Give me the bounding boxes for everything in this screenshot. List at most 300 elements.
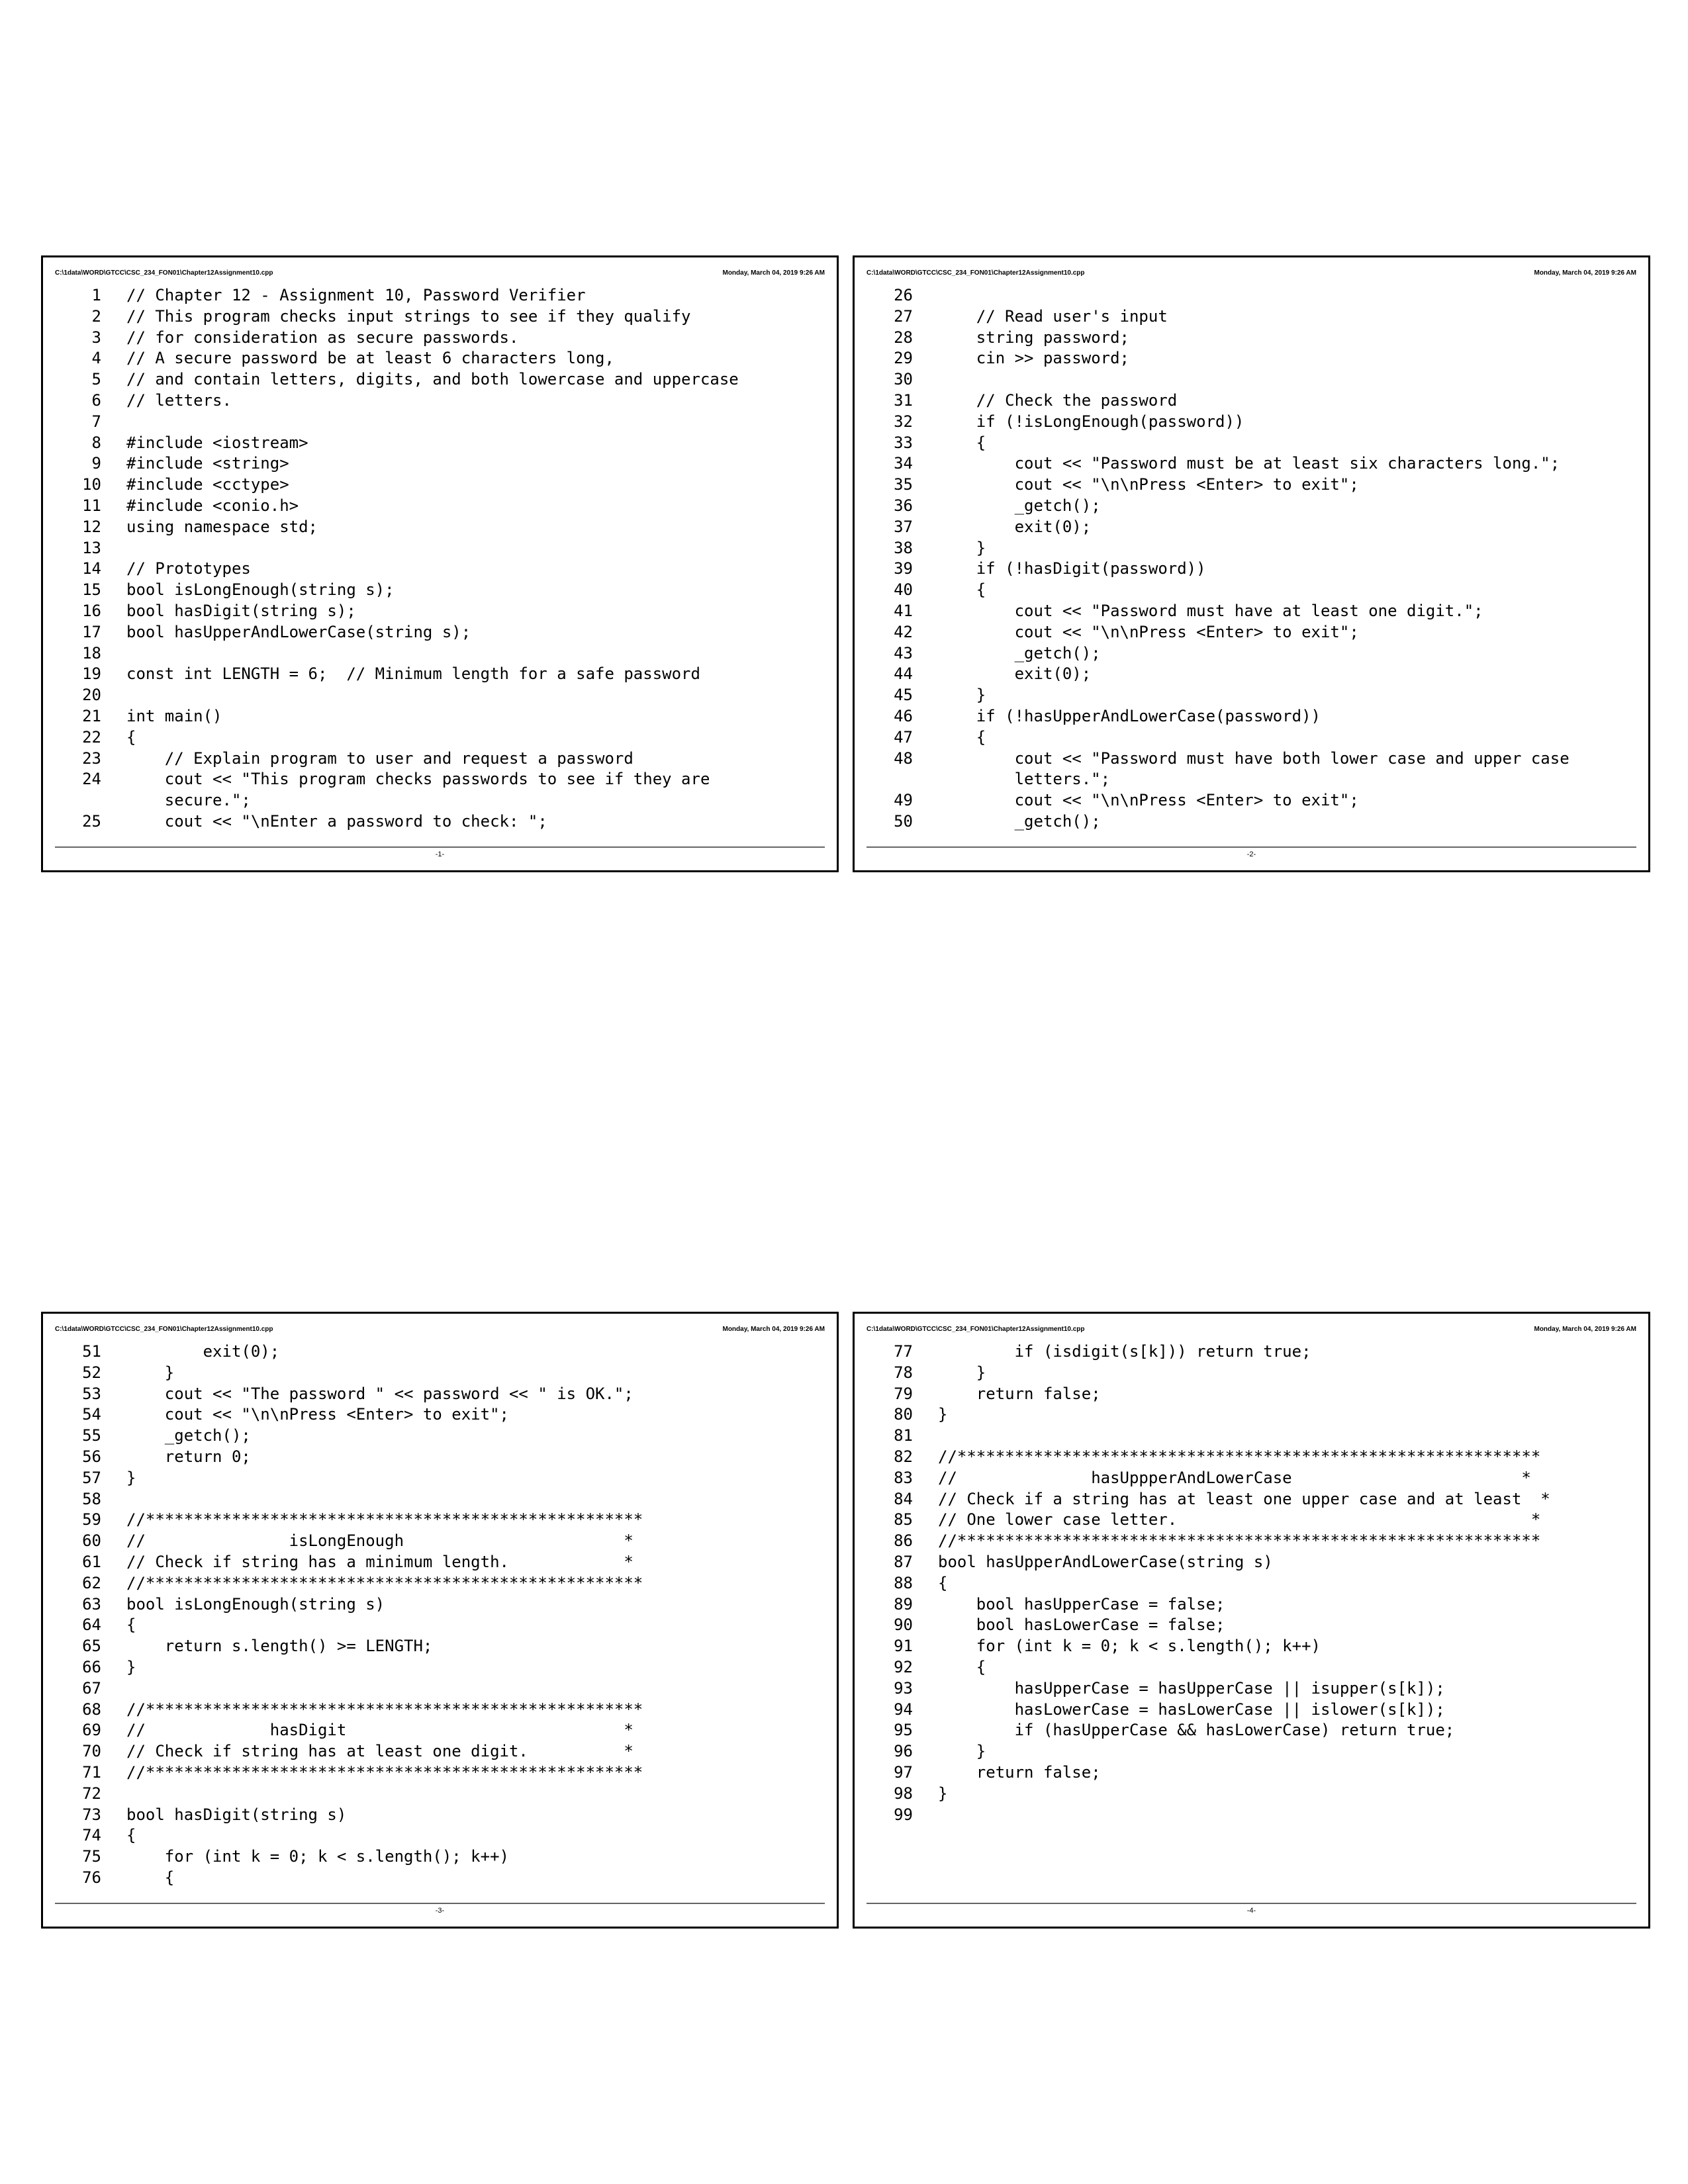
code-line — [867, 664, 1636, 685]
code-line — [55, 664, 825, 685]
page-header — [55, 1326, 825, 1336]
line-text: //**************************************************** — [126, 1700, 643, 1719]
line-text: { — [938, 1657, 986, 1676]
line-text — [126, 685, 825, 706]
code-line — [55, 1825, 825, 1846]
line-text: bool hasLowerCase = false; — [938, 1615, 1225, 1635]
line-text — [126, 538, 825, 559]
line-text: cout << "\n\nPress <Enter> to exit"; — [938, 791, 1359, 810]
line-text: for (int k = 0; k < s.length(); k++) — [126, 1847, 509, 1866]
code-line — [867, 580, 1636, 601]
code-line — [55, 643, 825, 664]
code-line — [867, 285, 1636, 306]
line-text: const int LENGTH = 6; // Minimum length for a safe password — [126, 664, 700, 684]
line-text: // for consideration as secure passwords. — [126, 328, 519, 347]
code-line — [867, 601, 1636, 622]
line-text: cout << "This program checks passwords to see if they are — [126, 770, 710, 789]
line-number — [867, 769, 938, 790]
page-2 — [853, 255, 1650, 872]
line-text — [126, 643, 825, 664]
page-number: -1- — [435, 850, 445, 858]
line-text: } — [938, 1742, 986, 1761]
code-line — [55, 1468, 825, 1489]
code-line — [55, 706, 825, 727]
line-text: //**************************************************** — [126, 1510, 643, 1529]
line-number: 35 — [894, 475, 913, 494]
line-number — [55, 790, 126, 811]
line-text: cout << "\n\nPress <Enter> to exit"; — [938, 622, 1359, 641]
line-text: #include <conio.h> — [126, 496, 299, 515]
code-line — [55, 412, 825, 433]
line-number: 11 — [82, 496, 101, 515]
line-number: 88 — [894, 1573, 913, 1592]
line-number: 49 — [894, 791, 913, 810]
code-line — [867, 1426, 1636, 1447]
code-line — [867, 1615, 1636, 1636]
line-number: 38 — [894, 538, 913, 557]
code-line — [55, 1552, 825, 1573]
line-text: cout << "The password " << password << " is OK."; — [126, 1384, 633, 1403]
code-line — [867, 1678, 1636, 1700]
line-text: cout << "\nEnter a password to check: "; — [126, 811, 547, 831]
page-header — [867, 1326, 1636, 1336]
code-line — [867, 685, 1636, 706]
line-number: 96 — [894, 1742, 913, 1761]
code-line — [867, 769, 1636, 790]
line-text: _getch(); — [938, 496, 1101, 515]
line-number: 36 — [894, 496, 913, 515]
line-text: // A secure password be at least 6 characters long, — [126, 349, 614, 368]
line-number: 85 — [894, 1510, 913, 1529]
line-number: 6 — [91, 390, 101, 410]
line-number: 82 — [894, 1447, 913, 1466]
code-line — [55, 1363, 825, 1384]
footer-rule — [867, 846, 1636, 848]
line-text — [938, 1426, 1636, 1447]
code-line — [55, 328, 825, 349]
line-text: #include <string> — [126, 454, 289, 473]
line-text: // Check the password — [938, 390, 1178, 410]
line-text: for (int k = 0; k < s.length(); k++) — [938, 1637, 1321, 1656]
footer-rule — [867, 1903, 1636, 1904]
line-text: if (hasUpperCase && hasLowerCase) return true; — [938, 1721, 1455, 1740]
line-number: 13 — [82, 538, 101, 557]
line-text: cin >> password; — [938, 349, 1129, 368]
line-number: 19 — [82, 664, 101, 684]
code-line — [867, 412, 1636, 433]
code-line — [867, 1762, 1636, 1784]
line-number: 91 — [894, 1637, 913, 1656]
code-line — [867, 1657, 1636, 1678]
code-line — [867, 1784, 1636, 1805]
code-line — [55, 453, 825, 475]
line-text: if (!hasDigit(password)) — [938, 559, 1206, 578]
line-number: 22 — [82, 727, 101, 747]
code-line — [867, 390, 1636, 412]
line-number: 70 — [82, 1742, 101, 1761]
line-number: 81 — [894, 1426, 913, 1445]
code-line — [867, 1573, 1636, 1594]
line-number: 78 — [894, 1363, 913, 1382]
print-date: Monday, March 04, 2019 9:26 AM — [1534, 1326, 1636, 1333]
code-line — [867, 1384, 1636, 1405]
line-number: 71 — [82, 1762, 101, 1782]
line-number: 51 — [82, 1342, 101, 1361]
page-1 — [41, 255, 839, 872]
line-number: 28 — [894, 328, 913, 347]
code-line — [55, 559, 825, 580]
code-line — [867, 1531, 1636, 1552]
line-number: 24 — [82, 770, 101, 789]
code-line — [55, 769, 825, 790]
line-number: 40 — [894, 580, 913, 600]
line-text: cout << "Password must have both lower case and upper case — [938, 749, 1570, 768]
line-text — [126, 412, 825, 433]
line-number: 48 — [894, 749, 913, 768]
line-number: 75 — [82, 1847, 101, 1866]
line-number: 32 — [894, 412, 913, 431]
line-number: 99 — [894, 1805, 913, 1824]
code-line — [55, 1636, 825, 1657]
code-line — [867, 1720, 1636, 1741]
line-text: } — [126, 1363, 175, 1382]
code-line — [55, 475, 825, 496]
line-text: } — [126, 1468, 136, 1487]
line-text: bool hasUpperCase = false; — [938, 1594, 1225, 1614]
line-text: bool isLongEnough(string s) — [126, 1594, 385, 1614]
code-line — [867, 622, 1636, 643]
line-number: 63 — [82, 1594, 101, 1614]
line-number: 34 — [894, 454, 913, 473]
line-number: 59 — [82, 1510, 101, 1529]
code-line — [55, 1784, 825, 1805]
code-line — [867, 453, 1636, 475]
line-number: 26 — [894, 286, 913, 304]
code-line — [867, 1552, 1636, 1573]
line-text: bool hasDigit(string s) — [126, 1805, 347, 1824]
code-line — [867, 1636, 1636, 1657]
file-path: C:\1data\WORD\GTCC\CSC_234_FON01\Chapter12Assignment10.cpp — [55, 1326, 273, 1333]
line-text: cout << "\n\nPress <Enter> to exit"; — [126, 1405, 509, 1424]
page-3 — [41, 1312, 839, 1929]
line-text — [938, 369, 1636, 390]
line-text: using namespace std; — [126, 517, 318, 536]
line-number: 92 — [894, 1657, 913, 1676]
line-text: #include <iostream> — [126, 433, 308, 452]
line-number: 50 — [894, 811, 913, 831]
line-number: 53 — [82, 1384, 101, 1403]
line-text: cout << "\n\nPress <Enter> to exit"; — [938, 475, 1359, 494]
code-line — [55, 1657, 825, 1678]
line-text: { — [938, 580, 986, 600]
line-text: { — [126, 727, 136, 747]
line-text: // One lower case letter. * — [938, 1510, 1541, 1529]
code-line — [867, 369, 1636, 390]
line-text: hasUpperCase = hasUpperCase || isupper(s[k]); — [938, 1678, 1445, 1698]
line-number: 94 — [894, 1700, 913, 1719]
code-line — [867, 559, 1636, 580]
line-number: 25 — [82, 811, 101, 831]
line-text — [126, 1678, 825, 1700]
code-line — [867, 1594, 1636, 1615]
code-line — [867, 1741, 1636, 1762]
print-date: Monday, March 04, 2019 9:26 AM — [1534, 269, 1636, 277]
line-number: 80 — [894, 1405, 913, 1424]
line-text: // Chapter 12 - Assignment 10, Password Verifier — [126, 286, 586, 304]
line-number: 57 — [82, 1468, 101, 1487]
line-number: 87 — [894, 1552, 913, 1571]
line-text: bool hasDigit(string s); — [126, 601, 356, 620]
file-path: C:\1data\WORD\GTCC\CSC_234_FON01\Chapter12Assignment10.cpp — [55, 269, 273, 277]
line-text: // Check if a string has at least one upper case and at least * — [938, 1489, 1550, 1508]
line-text: } — [938, 1405, 948, 1424]
line-text: { — [938, 433, 986, 452]
line-text: // letters. — [126, 390, 232, 410]
page-number: -4- — [1246, 1907, 1256, 1915]
code-line — [55, 1342, 825, 1363]
code-line — [55, 1720, 825, 1741]
page-header — [867, 269, 1636, 280]
line-text: // isLongEnough * — [126, 1531, 633, 1551]
line-number: 43 — [894, 643, 913, 662]
line-number: 33 — [894, 433, 913, 452]
line-number: 56 — [82, 1447, 101, 1466]
line-number: 1 — [91, 286, 101, 304]
line-number: 23 — [82, 749, 101, 768]
line-text — [126, 1489, 825, 1510]
code-line — [55, 1594, 825, 1615]
code-line — [867, 790, 1636, 811]
code-line — [55, 1489, 825, 1510]
line-number: 65 — [82, 1637, 101, 1656]
line-number: 7 — [91, 412, 101, 431]
line-number: 83 — [894, 1468, 913, 1487]
code-line — [55, 1404, 825, 1426]
footer-rule — [55, 846, 825, 848]
line-number: 84 — [894, 1489, 913, 1508]
line-text: secure."; — [126, 791, 251, 810]
line-number: 46 — [894, 706, 913, 725]
code-line — [867, 306, 1636, 328]
code-listing — [867, 1342, 1636, 1825]
code-line — [867, 749, 1636, 770]
line-text: { — [938, 727, 986, 747]
line-text: cout << "Password must be at least six characters long."; — [938, 454, 1560, 473]
line-number: 72 — [82, 1784, 101, 1803]
code-line — [867, 1342, 1636, 1363]
line-text: } — [938, 538, 986, 557]
line-text: // This program checks input strings to see if they qualify — [126, 306, 691, 326]
code-line — [55, 1762, 825, 1784]
line-number: 67 — [82, 1678, 101, 1698]
code-line — [55, 1678, 825, 1700]
line-number: 74 — [82, 1826, 101, 1845]
print-date: Monday, March 04, 2019 9:26 AM — [722, 1326, 825, 1333]
page-number: -3- — [435, 1907, 445, 1915]
line-number: 27 — [894, 306, 913, 326]
code-line — [55, 1700, 825, 1721]
line-number: 97 — [894, 1762, 913, 1782]
line-text: } — [938, 1784, 948, 1803]
line-text: } — [938, 686, 986, 705]
code-line — [867, 433, 1636, 454]
code-line — [867, 1468, 1636, 1489]
file-path: C:\1data\WORD\GTCC\CSC_234_FON01\Chapter12Assignment10.cpp — [867, 1326, 1085, 1333]
line-text: // Check if string has a minimum length. * — [126, 1552, 633, 1571]
line-text: int main() — [126, 706, 222, 725]
line-number: 86 — [894, 1531, 913, 1551]
line-text: letters."; — [938, 770, 1111, 789]
code-line — [55, 1846, 825, 1868]
line-text — [938, 285, 1636, 306]
code-line — [55, 369, 825, 390]
line-text: hasLowerCase = hasLowerCase || islower(s[k]); — [938, 1700, 1445, 1719]
code-line — [55, 517, 825, 538]
line-number: 2 — [91, 306, 101, 326]
line-number: 64 — [82, 1615, 101, 1635]
line-text: bool isLongEnough(string s); — [126, 580, 395, 600]
code-line — [867, 328, 1636, 349]
line-text: return s.length() >= LENGTH; — [126, 1637, 433, 1656]
code-line — [55, 538, 825, 559]
line-text: // hasUppperAndLowerCase * — [938, 1468, 1531, 1487]
line-number: 12 — [82, 517, 101, 536]
code-line — [867, 811, 1636, 833]
code-listing — [55, 285, 825, 833]
line-number: 79 — [894, 1384, 913, 1403]
code-line — [867, 1447, 1636, 1468]
code-line — [55, 1615, 825, 1636]
line-text — [938, 1805, 1636, 1826]
line-number: 61 — [82, 1552, 101, 1571]
code-line — [55, 749, 825, 770]
line-number: 10 — [82, 475, 101, 494]
line-number: 18 — [82, 643, 101, 662]
code-line — [867, 496, 1636, 517]
line-number: 77 — [894, 1342, 913, 1361]
print-date: Monday, March 04, 2019 9:26 AM — [722, 269, 825, 277]
code-line — [55, 433, 825, 454]
code-line — [867, 475, 1636, 496]
code-line — [55, 1426, 825, 1447]
line-number: 66 — [82, 1657, 101, 1676]
line-number: 8 — [91, 433, 101, 452]
line-text: #include <cctype> — [126, 475, 289, 494]
code-line — [55, 1573, 825, 1594]
line-number: 39 — [894, 559, 913, 578]
code-line — [867, 1510, 1636, 1531]
line-text: } — [938, 1363, 986, 1382]
code-line — [867, 643, 1636, 664]
code-line — [55, 601, 825, 622]
line-text: string password; — [938, 328, 1129, 347]
line-text: exit(0); — [126, 1342, 280, 1361]
line-text: //**************************************************** — [126, 1762, 643, 1782]
code-line — [867, 1404, 1636, 1426]
line-text: return false; — [938, 1762, 1101, 1782]
code-line — [55, 1741, 825, 1762]
line-number: 20 — [82, 686, 101, 705]
line-number: 89 — [894, 1594, 913, 1614]
line-number: 5 — [91, 370, 101, 389]
line-text: bool hasUpperAndLowerCase(string s); — [126, 622, 471, 641]
line-number: 95 — [894, 1721, 913, 1740]
line-number: 76 — [82, 1868, 101, 1887]
line-number: 29 — [894, 349, 913, 368]
line-number: 98 — [894, 1784, 913, 1803]
line-text: _getch(); — [938, 811, 1101, 831]
line-number: 3 — [91, 328, 101, 347]
line-number: 44 — [894, 664, 913, 684]
line-text: // Check if string has at least one digit. * — [126, 1742, 633, 1761]
line-number: 47 — [894, 727, 913, 747]
page-number: -2- — [1246, 850, 1256, 858]
code-line — [55, 1510, 825, 1531]
code-line — [867, 1700, 1636, 1721]
line-number: 90 — [894, 1615, 913, 1635]
code-line — [55, 727, 825, 749]
code-line — [55, 580, 825, 601]
line-number: 30 — [894, 370, 913, 389]
page-header — [55, 269, 825, 280]
line-text: // Explain program to user and request a password — [126, 749, 633, 768]
line-text: // hasDigit * — [126, 1721, 633, 1740]
code-line — [867, 1805, 1636, 1826]
line-text: { — [126, 1615, 136, 1635]
code-line — [55, 1805, 825, 1826]
line-text: // Prototypes — [126, 559, 251, 578]
page-4 — [853, 1312, 1650, 1929]
line-number: 42 — [894, 622, 913, 641]
code-line — [55, 348, 825, 369]
code-line — [55, 1531, 825, 1552]
code-line — [867, 1489, 1636, 1510]
code-line — [867, 538, 1636, 559]
code-line — [867, 706, 1636, 727]
line-number: 15 — [82, 580, 101, 600]
line-number: 68 — [82, 1700, 101, 1719]
line-text: exit(0); — [938, 664, 1092, 684]
code-line — [867, 517, 1636, 538]
line-text: { — [126, 1868, 175, 1887]
code-line — [55, 1868, 825, 1889]
code-line — [55, 622, 825, 643]
line-number: 14 — [82, 559, 101, 578]
line-text: return 0; — [126, 1447, 251, 1466]
code-line — [55, 390, 825, 412]
line-number: 4 — [91, 349, 101, 368]
line-text: exit(0); — [938, 517, 1092, 536]
line-text: //************************************************************* — [938, 1531, 1541, 1551]
code-line — [55, 790, 825, 811]
line-text: _getch(); — [126, 1426, 251, 1445]
line-number: 73 — [82, 1805, 101, 1824]
line-text: //**************************************************** — [126, 1573, 643, 1592]
code-line — [867, 348, 1636, 369]
code-line — [867, 1363, 1636, 1384]
line-number: 17 — [82, 622, 101, 641]
line-text: { — [938, 1573, 948, 1592]
line-text: return false; — [938, 1384, 1101, 1403]
code-line — [867, 727, 1636, 749]
code-listing — [55, 1342, 825, 1889]
line-number: 52 — [82, 1363, 101, 1382]
code-line — [55, 496, 825, 517]
line-text: { — [126, 1826, 136, 1845]
line-number: 45 — [894, 686, 913, 705]
line-text: cout << "Password must have at least one digit."; — [938, 601, 1483, 620]
line-number: 31 — [894, 390, 913, 410]
